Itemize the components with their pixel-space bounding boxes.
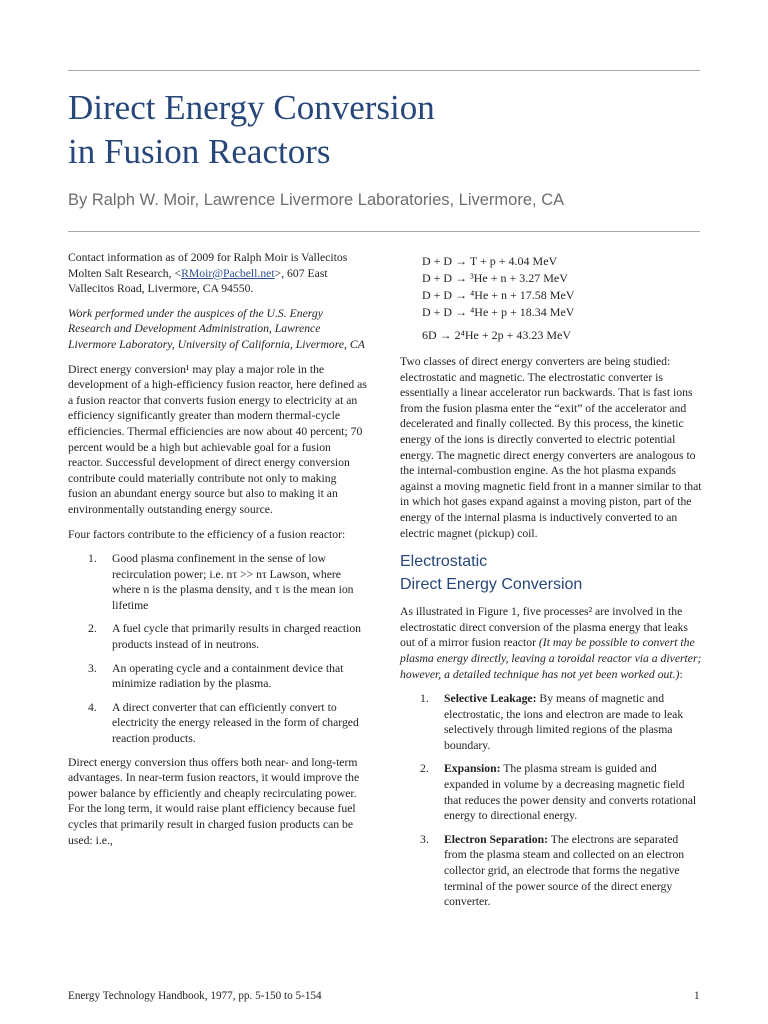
list-label: Expansion: bbox=[444, 762, 501, 776]
processes-intro bbox=[400, 604, 702, 682]
list-number: 1. bbox=[88, 552, 97, 566]
top-rule bbox=[68, 70, 700, 71]
list-label: Electron Separation: bbox=[444, 832, 548, 846]
equation: D + D → ³He + n + 3.27 MeV bbox=[422, 271, 568, 285]
list-label: Selective Leakage: bbox=[444, 692, 537, 706]
list-item bbox=[400, 691, 702, 753]
processes-list bbox=[400, 691, 702, 910]
intro-paragraph: Direct energy conversion¹ may play a major role in the development of a high-efficiency fusion reactor, here defined as a fusion reactor that converts fusion energy to electricity at an efficiency significantly greater than modern thermal-cycle efficiencies. Thermal efficiencies are now about 40 percent; 70 percent would be a high but achievable goal for a fusion reactor. Successful development of direct energy conversion contribute could materially contribute not only to making fusion an abundant energy source but also to making it an environmentally outstanding energy source. bbox=[68, 362, 367, 516]
spacer bbox=[400, 344, 702, 354]
email-link[interactable]: RMoir@Pacbell.net bbox=[181, 266, 275, 280]
list-text: The electrons are separated from the plasma steam and collected on an electron collector grid, an electrode that forms the negative terminal of the power source of the direct energy converter. bbox=[444, 832, 685, 909]
equation: D + D → ⁴He + p + 18.34 MeV bbox=[422, 305, 575, 319]
contact-text-a: Contact information as of 2009 for Ralph Moir is Vallecitos Molten Salt Research, < bbox=[68, 251, 348, 280]
converter-classes-paragraph: Two classes of direct energy converters are being studied: electrostatic and magnetic. The electrostatic converter is essentially a linear accelerator run backwards. That is fast ions from the fusion plasma enter the “exit” of the accelerator and decelerated and finally collected. By this process, the kinetic energy of the ions is directly converted to electric potential energy. The magnetic direct energy converters are analogous to the internal-combustion engine. As the hot plasma expands against a moving magnetic field front in a manner similar to that in which hot gases expand against a moving piston, part of the energy of the internal plasma is inductively converted to an electric magnet (pickup) coil. bbox=[400, 355, 702, 540]
factors-intro: Four factors contribute to the efficiency of a fusion reactor: bbox=[68, 527, 346, 541]
advantages-paragraph: Direct energy conversion thus offers both near- and long-term advantages. In near-term fusion reactors, it would improve the power balance by efficiently and cheaply recirculating power. For the long term, it would raise plant efficiency because fuel cycles that primarily result in charged fusion products can be used: i.e., bbox=[68, 755, 360, 847]
processes-intro-note: (It may be possible to convert the plasma energy directly, leaving a toroidal reactor via a diverter; however, a detailed technique has not yet been worked out.) bbox=[400, 636, 702, 681]
list-item bbox=[68, 621, 368, 652]
list-number: 3. bbox=[420, 832, 429, 846]
list-text: A fuel cycle that primarily results in charged reaction products instead of in neutrons. bbox=[112, 622, 362, 652]
list-item bbox=[400, 832, 702, 910]
list-text: A direct converter that can efficiently convert to electricity the energy released in the form of charged reaction products. bbox=[112, 700, 359, 746]
list-number: 1. bbox=[420, 692, 429, 706]
auspices-note: Work performed under the auspices of the U.S. Energy Research and Development Administration, Lawrence Livermore Laboratory, University of California, Livermore, CA bbox=[68, 306, 365, 351]
right-column bbox=[400, 253, 702, 918]
processes-intro-text: As illustrated in Figure 1, five processes² are involved in the electrostatic direct conversion of the plasma energy that leaks out of a mirror fusion reactor bbox=[400, 605, 688, 650]
list-number: 3. bbox=[88, 661, 97, 675]
contact-text-b: >, 607 East Vallecitos Road, Livermore, CA 94550. bbox=[68, 266, 328, 296]
heading-line-2: Direct Energy Conversion bbox=[400, 576, 583, 594]
factors-list bbox=[68, 551, 368, 747]
equation: D + D → T + p + 4.04 MeV bbox=[422, 254, 558, 268]
heading-line-1: Electrostatic bbox=[400, 553, 488, 571]
list-text: Good plasma confinement in the sense of low recirculation power; i.e. nτ >> nτ Lawson, where where n is the plasma density, and τ is the mean ion lifetime bbox=[112, 552, 354, 612]
byline-rule bbox=[68, 231, 700, 232]
list-item bbox=[68, 551, 368, 613]
list-text: The plasma stream is guided and expanded in volume by a decreasing magnetic field that reduces the power density and converts rotational energy to directional energy. bbox=[444, 762, 697, 823]
footer-citation: Energy Technology Handbook, 1977, pp. 5-150 to 5-154 bbox=[68, 990, 322, 1002]
list-text: An operating cycle and a containment device that minimize radiation by the plasma. bbox=[112, 661, 344, 691]
section-heading bbox=[400, 550, 702, 596]
left-column bbox=[68, 250, 368, 857]
list-item bbox=[400, 761, 702, 823]
equation: 6D → 2⁴He + 2p + 43.23 MeV bbox=[422, 328, 572, 342]
list-item bbox=[68, 661, 368, 692]
article-title bbox=[68, 86, 668, 174]
reaction-equations bbox=[422, 253, 702, 344]
list-number: 2. bbox=[88, 622, 97, 636]
contact-info bbox=[68, 250, 368, 297]
title-line-1: Direct Energy Conversion bbox=[68, 88, 435, 127]
list-item bbox=[68, 700, 368, 747]
list-text: By means of magnetic and electrostatic, the ions and electron are made to leak selectively through limited regions of the plasma boundary. bbox=[444, 692, 684, 752]
list-number: 4. bbox=[88, 700, 97, 714]
equation: D + D → ⁴He + n + 17.58 MeV bbox=[422, 288, 575, 302]
list-number: 2. bbox=[420, 762, 429, 776]
byline: By Ralph W. Moir, Lawrence Livermore Laboratories, Livermore, CA bbox=[68, 191, 565, 209]
processes-intro-end: : bbox=[679, 667, 683, 681]
title-line-2: in Fusion Reactors bbox=[68, 132, 331, 171]
page-number: 1 bbox=[694, 990, 700, 1002]
